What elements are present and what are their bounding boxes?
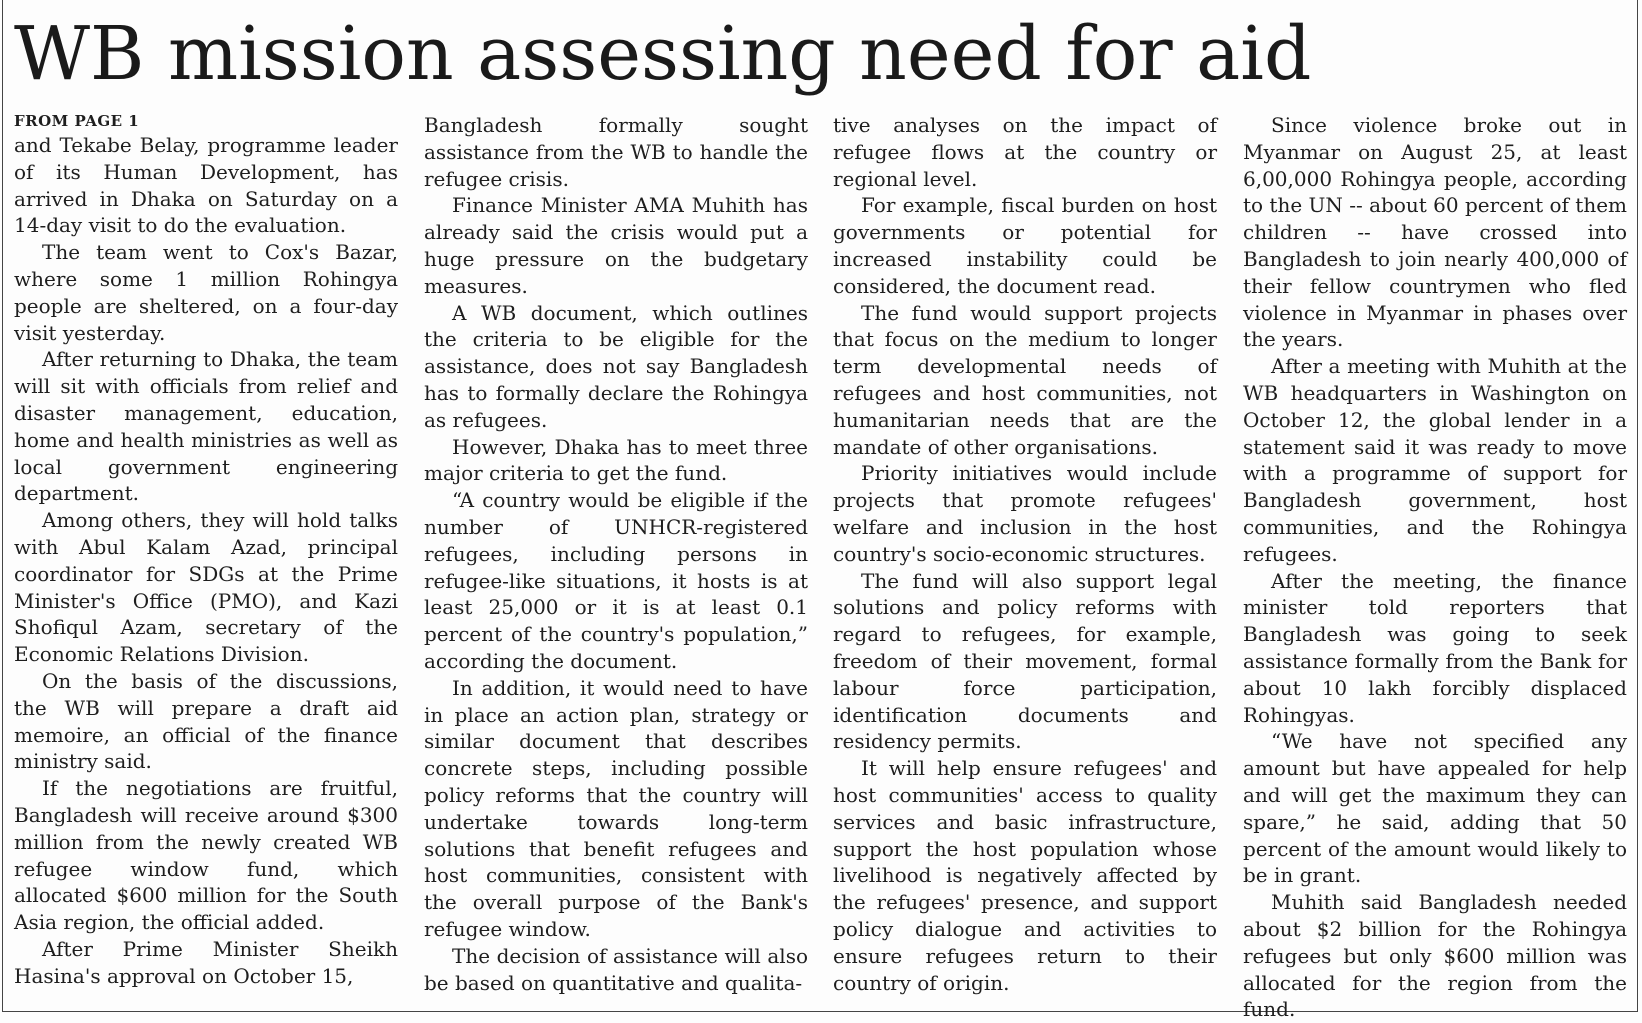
- paragraph: A WB document, which outlines the criteria to be eligible for the assistance, does not say Bangladesh has to formally declare the Rohingya as refugees.: [424, 300, 808, 432]
- paragraph: Muhith said Bangladesh needed about $2 billion for the Rohingya refugees but only $600 million was allocated for the region from the fund.: [1243, 890, 1627, 1022]
- paragraph: It will help ensure refugees' and host communities' access to quality services and basic infrastructure, support the host population whose livelihood is negatively affected by the refugees' presence, and support policy dialogue and activities to ensure refugees return to their country of origin.: [833, 756, 1217, 995]
- kicker-from-page: FROM PAGE 1: [14, 112, 140, 130]
- paragraph: tive analyses on the impact of refugee flows at the country or regional level.: [833, 113, 1217, 191]
- paragraph: The fund would support projects that focus on the medium to longer term developmental needs of refugees and host communities, not humanitarian needs that are the mandate of other organisations.: [833, 300, 1217, 459]
- paragraph: After a meeting with Muhith at the WB headquarters in Washington on October 12, the global lender in a statement said it was ready to move with a programme of support for Bangladesh government, host communities, and the Rohingya refugees.: [1243, 354, 1627, 566]
- paragraph: After Prime Minister Sheikh Hasina's approval on October 15,: [14, 936, 398, 988]
- paragraph: If the negotiations are fruitful, Bangladesh will receive around $300 million from the newly created WB refugee window fund, which allocated $600 million for the South Asia region, the official added.: [14, 776, 398, 935]
- paragraph: The fund will also support legal solutions and policy reforms with regard to refugees, for example, freedom of their movement, formal labour force participation, identification documents and residency permits.: [833, 568, 1217, 754]
- paragraph: After returning to Dhaka, the team will sit with officials from relief and disaster management, education, home and health ministries as well as local government engineering department.: [14, 347, 398, 506]
- article-column-2: [424, 112, 808, 1008]
- article-column-1: [14, 112, 398, 1008]
- paragraph: “A country would be eligible if the number of UNHCR-registered refugees, including persons in refugee-like situations, it hosts is at least 25,000 or it is at least 0.1 percent of the country's population,” according the document.: [424, 488, 808, 673]
- paragraph: For example, fiscal burden on host governments or potential for increased instability could be considered, the document read.: [833, 193, 1217, 298]
- paragraph: The team went to Cox's Bazar, where some 1 million Rohingya people are sheltered, on a four-day visit yesterday.: [14, 240, 398, 345]
- paragraph: and Tekabe Belay, programme leader of its Human Development, has arrived in Dhaka on Saturday on a 14-day visit to do the evaluation.: [14, 133, 398, 238]
- article-column-3: [833, 112, 1217, 1008]
- paragraph: After the meeting, the finance minister told reporters that Bangladesh was going to seek assistance formally from the Bank for about 10 lakh forcibly displaced Rohingyas.: [1243, 568, 1627, 727]
- paragraph: However, Dhaka has to meet three major criteria to get the fund.: [424, 434, 808, 486]
- headline: WB mission assessing need for aid: [14, 11, 1312, 97]
- paragraph: Among others, they will hold talks with Abul Kalam Azad, principal coordinator for SDGs at the Prime Minister's Office (PMO), and Kazi Shofiqul Azam, secretary of the Economic Relations Division.: [14, 508, 398, 667]
- paragraph: Since violence broke out in Myanmar on August 25, at least 6,00,000 Rohingya people, according to the UN -- about 60 percent of them children -- have crossed into Bangladesh to join nearly 400,000 of their fellow countrymen who fled violence in Myanmar in phases over the years.: [1243, 113, 1628, 352]
- paragraph: Bangladesh formally sought assistance from the WB to handle the refugee crisis.: [424, 113, 808, 191]
- paragraph: On the basis of the discussions, the WB will prepare a draft aid memoire, an official of the finance ministry said.: [14, 668, 398, 774]
- paragraph: “We have not specified any amount but have appealed for help and will get the maximum they can spare,” he said, adding that 50 percent of the amount would likely to be in grant.: [1243, 729, 1627, 888]
- paragraph: Priority initiatives would include projects that promote refugees' welfare and inclusion in the host country's socio-economic structures.: [833, 461, 1217, 566]
- article-column-4: [1243, 112, 1628, 1022]
- paragraph: Finance Minister AMA Muhith has already said the crisis would put a huge pressure on the budgetary measures.: [424, 193, 808, 298]
- paragraph: In addition, it would need to have in place an action plan, strategy or similar document that describes concrete steps, including possible policy reforms that the country will undertake towards long-term solutions that benefit refugees and host communities, consistent with the overall purpose of the Bank's refugee window.: [424, 675, 808, 941]
- paragraph: The decision of assistance will also be based on quantitative and qualita-: [424, 943, 808, 995]
